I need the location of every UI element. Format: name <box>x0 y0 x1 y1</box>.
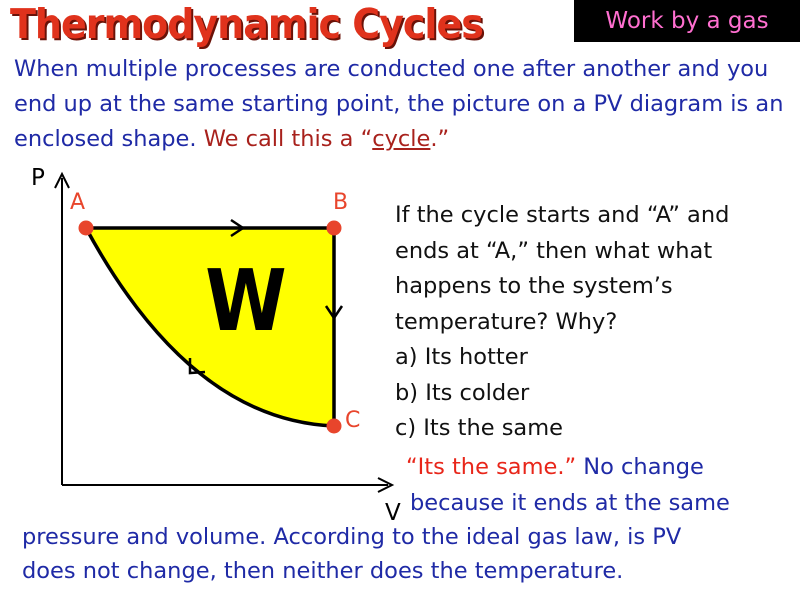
answer-quote: “Its the same.” <box>406 454 577 480</box>
option-b: b) Its colder <box>395 379 530 406</box>
question-line-1: If the cycle starts and “A” and <box>395 202 730 228</box>
answer-line-1 <box>406 450 704 484</box>
cycle-word: cycle <box>372 126 431 152</box>
option-a: a) Its hotter <box>395 344 528 370</box>
option-c: c) Its the same <box>395 415 563 441</box>
intro-text: When multiple processes are conducted one after another and you end up at the same starting point, the picture on a PV diagram is an enclosed shape. <box>14 56 784 152</box>
point-c-dot <box>327 419 342 434</box>
intro-cycle-sentence: We call this a “cycle.” <box>196 126 450 152</box>
topic-badge: Work by a gas <box>574 0 800 42</box>
answer-line-3: pressure and volume. According to the ideal gas law, is PV <box>22 524 682 550</box>
point-c-label: C <box>345 408 361 433</box>
answer-line-4: does not change, then neither does the temperature. <box>22 558 624 584</box>
point-b-label: B <box>333 190 349 215</box>
answer-line-2: because it ends at the same <box>410 490 730 516</box>
point-a-dot <box>79 221 94 236</box>
page-title: Thermodynamic Cycles <box>10 0 483 48</box>
question-line-4: temperature? Why? <box>395 308 618 335</box>
work-label: W <box>205 251 287 351</box>
question-line-2: ends at “A,” then what what <box>395 237 713 264</box>
point-b-dot <box>327 221 342 236</box>
question-block <box>395 198 795 447</box>
v-axis-label: V <box>385 500 401 526</box>
question-line-3: happens to the system’s <box>395 273 673 299</box>
answer-line-1-rest: No change <box>576 454 704 480</box>
p-axis-label: P <box>31 165 45 191</box>
point-a-label: A <box>70 190 86 215</box>
